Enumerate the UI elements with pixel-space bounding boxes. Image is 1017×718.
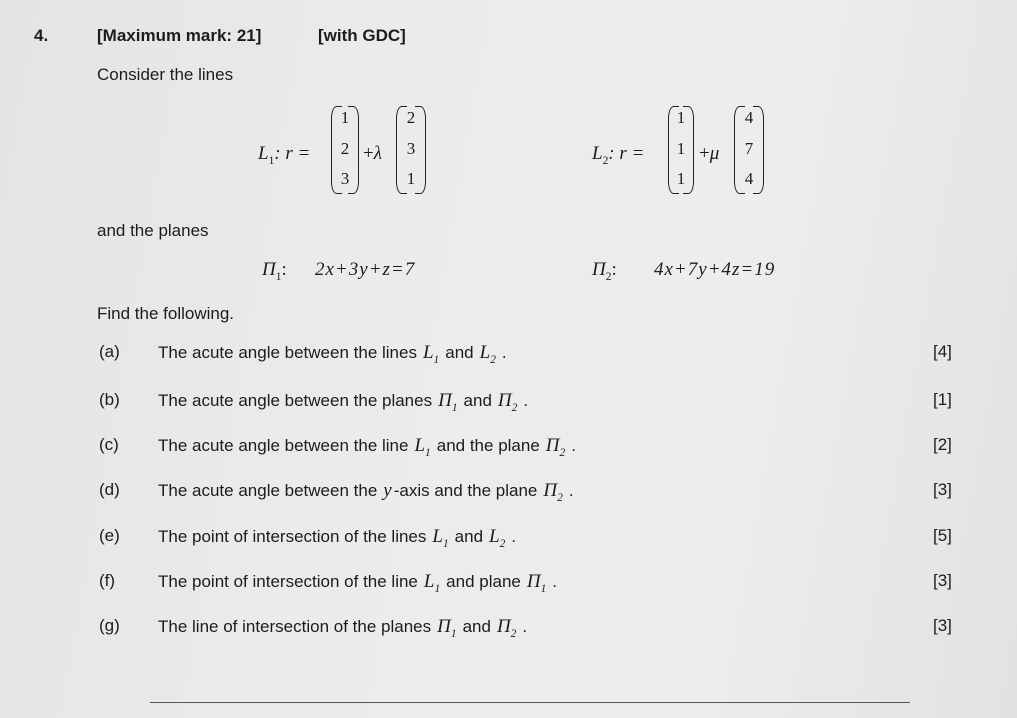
plane-p2-equation (592, 259, 617, 283)
max-mark: [Maximum mark: 21] (97, 26, 262, 45)
symbol-subscript: 1 (450, 627, 457, 640)
vector-entry: 3 (340, 169, 350, 188)
part-text (158, 571, 557, 595)
plane-p2-colon: : (611, 259, 617, 280)
period: . (522, 617, 528, 636)
line-l2-plus: +μ (699, 143, 720, 164)
line-l2-sub: 2 (602, 154, 609, 167)
line-l1-prefix: : r = (274, 143, 311, 164)
part-letter: (g) (99, 616, 120, 635)
part-marks: [3] (933, 616, 952, 635)
part-letter: (a) (99, 342, 120, 361)
part-phrase: The point of intersection of the lines (158, 527, 427, 546)
symbol-subscript: 1 (540, 582, 547, 595)
part-letter: (d) (99, 480, 120, 499)
symbol-subscript: 2 (511, 401, 518, 414)
math-symbol (432, 526, 449, 550)
line-l2-equation (592, 143, 644, 167)
symbol-subscript: 2 (559, 446, 566, 459)
symbol-letter: L (489, 526, 500, 547)
part-marks: [1] (933, 390, 952, 409)
period: . (571, 436, 576, 455)
vector-entry: 3 (406, 139, 416, 158)
line-l2-point-vector (668, 106, 694, 192)
math-symbol (437, 616, 457, 640)
plane-p2-formula: 4x+7y+4z=19 (654, 259, 776, 280)
math-symbol (438, 390, 458, 414)
part-marks: [4] (933, 342, 952, 361)
part-phrase: The acute angle between the line (158, 436, 409, 455)
calculator-note: [with GDC] (318, 26, 406, 45)
math-symbol (422, 342, 440, 366)
symbol-subscript: 1 (434, 582, 441, 595)
part-letter: (f) (99, 571, 116, 590)
part-marks: [5] (933, 526, 952, 545)
line-l1-equation (258, 143, 310, 167)
vector-entry: 1 (676, 108, 686, 127)
part-phrase: The line of intersection of the planes (158, 617, 432, 636)
math-symbol (543, 480, 563, 504)
math-symbol (423, 571, 441, 595)
answer-line (150, 702, 910, 703)
part-phrase: The point of intersection of the line (158, 572, 418, 591)
vector-entry: 7 (744, 139, 754, 158)
part-phrase: -axis and the plane (393, 481, 538, 500)
symbol-subscript: 2 (499, 537, 506, 550)
math-symbol (496, 616, 517, 640)
vector-entry: 1 (676, 139, 686, 158)
part-letter: (e) (99, 526, 120, 545)
symbol-subscript: 1 (433, 353, 440, 366)
part-phrase: The acute angle between the planes (158, 391, 433, 410)
part-phrase: and the plane (436, 436, 540, 455)
line-l2-direction-vector (734, 106, 764, 192)
period: . (523, 391, 529, 410)
symbol-letter: L (423, 571, 435, 592)
part-phrase: The acute angle between the (158, 481, 378, 500)
find-text: Find the following. (97, 304, 235, 323)
period: . (568, 481, 574, 500)
symbol-letter: L (422, 342, 434, 363)
symbol-letter: Π (496, 616, 511, 637)
part-phrase: and (463, 391, 492, 410)
plane-p2-sub: 2 (605, 270, 612, 283)
period: . (511, 527, 517, 546)
symbol-letter: Π (526, 571, 541, 592)
period: . (501, 343, 507, 362)
part-text (158, 616, 527, 640)
part-phrase: and (454, 527, 484, 546)
vector-entry: 4 (744, 108, 754, 127)
plane-p1-colon: : (281, 259, 287, 280)
line-l2-param: μ (709, 143, 720, 164)
part-letter: (c) (99, 435, 119, 454)
part-phrase: and (462, 617, 491, 636)
symbol-subscript: 2 (510, 627, 517, 640)
line-l1-sub: 1 (268, 154, 275, 167)
part-letter: (b) (99, 390, 120, 409)
intro-text: Consider the lines (97, 65, 234, 84)
part-phrase: and (445, 343, 474, 362)
math-symbol (545, 435, 566, 459)
line-l2-prefix: : r = (608, 143, 645, 164)
symbol-letter: Π (438, 390, 452, 411)
symbol-letter: L (432, 526, 443, 547)
question-number: 4. (34, 26, 49, 45)
line-l1-plus: +λ (363, 143, 382, 164)
part-marks: [2] (933, 435, 952, 454)
plane-p1-formula: 2x+3y+z=7 (315, 259, 416, 280)
part-text (158, 390, 528, 414)
vector-entry: 1 (676, 169, 686, 188)
line-l1-point-vector (331, 106, 359, 192)
plane-p1-sub: 1 (275, 270, 282, 283)
symbol-letter: Π (543, 480, 558, 501)
symbol-subscript: 1 (451, 401, 458, 414)
vector-entry: 1 (406, 169, 416, 188)
symbol-subscript: 1 (425, 446, 431, 459)
vector-entry: 4 (744, 169, 754, 188)
part-phrase: and plane (446, 572, 521, 591)
plane-p2-label: Π (592, 259, 606, 280)
symbol-letter: L (479, 342, 491, 363)
period: . (552, 572, 558, 591)
math-symbol (479, 342, 496, 366)
symbol-letter: L (414, 435, 426, 456)
math-symbol (414, 435, 431, 459)
vector-entry: 1 (340, 108, 350, 127)
symbol-subscript: 1 (442, 537, 449, 550)
plane-p1-label: Π (262, 259, 276, 280)
vector-entry: 2 (340, 139, 350, 158)
symbol-letter: Π (437, 616, 451, 637)
part-text (158, 526, 516, 550)
line-l1-direction-vector (396, 106, 426, 192)
symbol-letter: Π (545, 435, 560, 456)
part-marks: [3] (933, 571, 952, 590)
part-text (158, 342, 507, 366)
math-symbol (497, 390, 518, 414)
line-l1-label: L (258, 143, 269, 164)
line-l2-label: L (592, 143, 603, 164)
math-symbol (526, 571, 547, 595)
plane-p1-equation (262, 259, 287, 283)
math-symbol (489, 526, 506, 550)
symbol-letter: Π (497, 390, 512, 411)
part-text (158, 480, 574, 504)
part-marks: [3] (933, 480, 952, 499)
symbol-subscript: 2 (557, 491, 563, 504)
part-text (158, 435, 576, 459)
line-l1-param: λ (373, 143, 382, 164)
vector-entry: 2 (406, 108, 416, 127)
planes-intro: and the planes (97, 221, 209, 240)
math-variable: y (383, 480, 392, 501)
part-phrase: The acute angle between the lines (158, 343, 417, 362)
symbol-subscript: 2 (490, 353, 496, 366)
